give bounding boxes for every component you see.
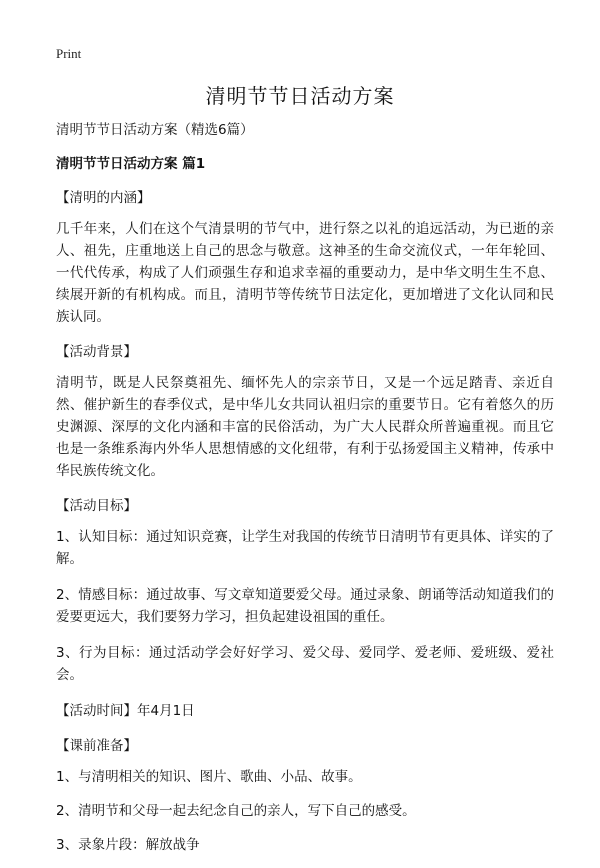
- heading-preparation: 【课前准备】: [56, 738, 137, 754]
- paragraph-goal-emotional: 2、情感目标：通过故事、写文章知道要爱父母。通过录象、朗诵等活动知道我们的爱要更远大，我们要努力学习，担负起建设祖国的重任。: [56, 587, 554, 625]
- heading-background: 【活动背景】: [56, 344, 137, 360]
- paragraph-prep-2: 2、清明节和父母一起去纪念自己的亲人，写下自己的感受。: [56, 803, 416, 819]
- paragraph-goal-cognitive: 1、认知目标：通过知识竞赛，让学生对我国的传统节日清明节有更具体、详实的了解。: [56, 529, 554, 567]
- section-title: 清明节节日活动方案 篇1: [56, 156, 206, 172]
- document-body: [56, 120, 554, 868]
- paragraph-prep-1: 1、与清明相关的知识、图片、歌曲、小品、故事。: [56, 769, 362, 785]
- heading-connotation: 【清明的内涵】: [56, 190, 151, 206]
- document-title: 清明节节日活动方案: [205, 84, 395, 108]
- paragraph-connotation: 几千年来，人们在这个气清景明的节气中，进行祭之以礼的追远活动，为已逝的亲人、祖先，庄重地送上自己的思念与敬意。这神圣的生命交流仪式，一年年轮回、一代代传承，构成了人们顽强生存和追求幸福的重要动力，是中华文明生生不息、续展开新的有机构成。而且，清明节等传统节日法定化，更加增进了文化认同和民族认同。: [56, 221, 554, 325]
- paragraph-activity-time: 【活动时间】年4月1日: [56, 703, 195, 719]
- paragraph-prep-3: 3、录象片段：解放战争: [56, 837, 200, 853]
- document-subtitle: 清明节节日活动方案（精选6篇）: [56, 122, 254, 138]
- paragraph-background: 清明节，既是人民祭奠祖先、缅怀先人的宗亲节日，又是一个远足踏青、亲近自然、催护新生的春季仪式，是中华儿女共同认祖归宗的重要节日。它有着悠久的历史渊源、深厚的文化内涵和丰富的民俗活动，为广大人民群众所普遍重视。而且它也是一条维系海内外华人思想情感的文化纽带，有利于弘扬爱国主义精神，传承中华民族传统文化。: [56, 375, 554, 479]
- heading-goals: 【活动目标】: [56, 498, 137, 514]
- print-link[interactable]: Print: [56, 46, 82, 61]
- paragraph-goal-behavior: 3、行为目标：通过活动学会好好学习、爱父母、爱同学、爱老师、爱班级、爱社会。: [56, 645, 554, 683]
